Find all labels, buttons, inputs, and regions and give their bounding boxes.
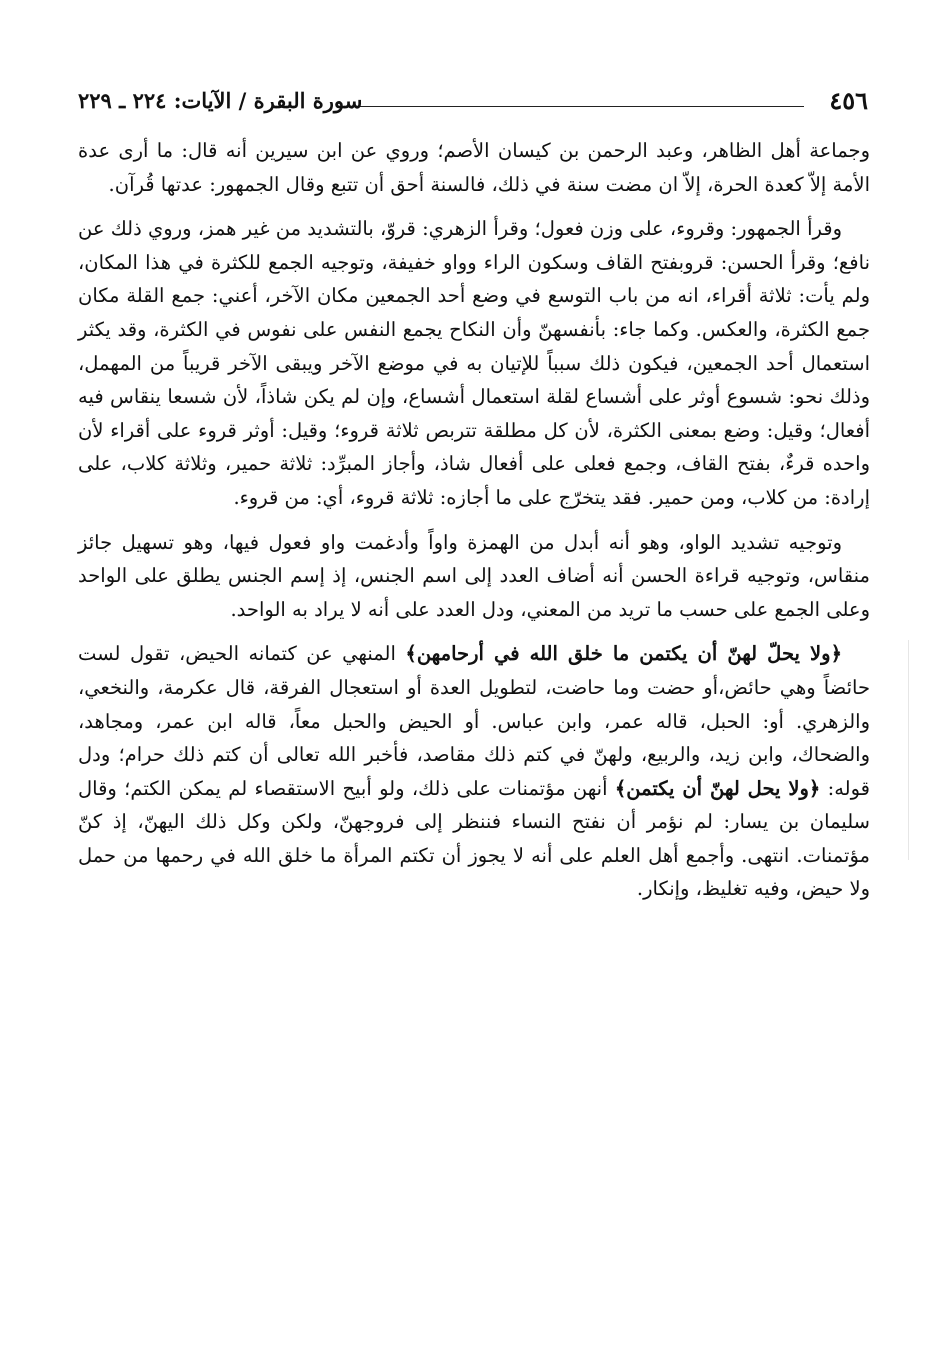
paragraph-text: وقرأ الجمهور: وقروء، على وزن فعول؛ وقرأ الزهري: قروّ، بالتشديد من غير همز، وروي ذلك عن نافع؛ وقرأ الحسن: قروبفتح القاف وسكون الراء وواو خفيفة، وتوجيه الجمع للكثرة في هذا المكان، ولم يأت: ثلاثة أقراء، انه من باب التوسع في وضع أحد الجمعين مكان الآخر، أعني: جمع القلة مكان جمع الكثرة، والعكس. وكما جاء: بأنفسهنّ وأن النكاح يجمع النفس على نفوس في الكثرة، وقد يكثر استعمال أحد الجمعين، فيكون ذلك سبباً للإتيان به في موضع الآخر ويبقى الآخر قريباً من المهمل، وذلك نحو: شسوع أوثر على أشساع لقلة استعمال أشساع، وإن لم يكن شاذاً، لأن شسعا ينقاس فيه أفعال؛ وقيل: وضع بمعنى الكثرة، لأن كل مطلقة تتربص ثلاثة قروء؛ وقيل: أوثر قروء على أقراء لأن واحده قرءٌ، بفتح القاف، وجمع فعلى على أفعال شاذ، وأجاز المبرِّد: ثلاثة حمير، وثلاثة كلاب، على إرادة: من كلاب، ومن حمير. فقد يتخرّج على ما أجازه: ثلاثة قروء، أي: من قروء. [78, 217, 870, 509]
header-rule [348, 106, 804, 107]
paragraph-1 [78, 134, 870, 201]
quran-verse: ﴿ولا يحل لهنّ أن يكتمن﴾ [614, 776, 821, 800]
paragraph-4 [78, 637, 870, 906]
page-body [78, 134, 870, 917]
paragraph-text: وجماعة أهل الظاهر، وعبد الرحمن بن كيسان الأصم؛ وروي عن ابن سيرين أنه قال: ما أرى عدة الأمة إلاّ كعدة الحرة، إلاّ ان مضت سنة في ذلك، فالسنة أحق أن تتبع وقال الجمهور: عدتها قُرآن. [78, 139, 870, 196]
paragraph-text: أنهن مؤتمنات على ذلك، ولو أبيح الاستقصاء لم يمكن الكتم؛ وقال سليمان بن يسار: لم نؤمر أن نفتح النساء فننظر إلى فروجهنّ، ولكن وكل ذلك اليهنّ، إذ كنّ مؤتمنات. انتهى. وأجمع أهل العلم على أنه لا يجوز أن تكتم المرأة ما خلق الله في رحمها من حمل ولا حيض، وفيه تغليظ، وإنكار. [78, 776, 870, 901]
paragraph-2 [78, 212, 870, 514]
paragraph-3 [78, 526, 870, 627]
page-header [78, 82, 868, 122]
paragraph-text: وتوجيه تشديد الواو، وهو أنه أبدل من الهمزة واواً وأدغمت واو فعول فيها، وهو تسهيل جائز منقاس، وتوجيه قراءة الحسن أنه أضاف العدد إلى اسم الجنس، إذ إسم الجنس يطلق على الواحد وعلى الجمع على حسب ما تريد من المعني، ودل العدد على أنه لا يراد به الواحد. [78, 530, 870, 621]
paragraph-text: المنهي عن كتمانه الحيض، تقول لست حائضاً وهي حائض،أو حضت وما حاضت، لتطويل العدة أو استعجال الفرقة، قال عكرمة، والنخعي، والزهري. أو: الحبل، قاله عمر، وابن عباس. أو الحيض والحبل معاً، قاله ابن عمر، ومجاهد، والضحاك، وابن زيد، والربيع، ولهنّ في كتم ذلك مقاصد، فأخبر الله تعالى أن كتم ذلك حرام؛ ودل قوله: [78, 642, 870, 800]
running-title: سورة البقرة / الآيات: ٢٢٤ ـ ٢٢٩ [78, 88, 363, 113]
quran-verse: ﴿ولا يحلّ لهنّ أن يكتمن ما خلق الله في أرحامهن﴾ [405, 642, 843, 666]
scan-margin-mark [908, 640, 909, 860]
page-number: ٤٥٦ [829, 86, 868, 115]
